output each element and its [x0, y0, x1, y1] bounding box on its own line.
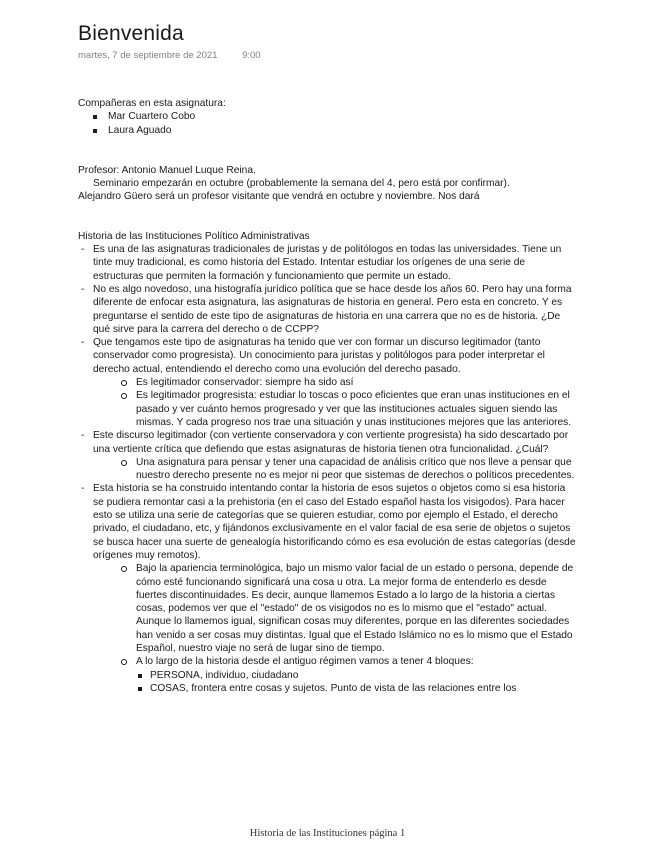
page-footer: Historia de las Instituciones página 1: [249, 828, 406, 839]
companions-heading: Compañeras en esta asignatura:: [78, 98, 226, 109]
sub-list-item: Una asignatura para pensar y tener una capacidad de análisis crítico que nos lleve a pensar que nuestro derecho presente no es mejor ni peor que sistemas de derechos o políticos precedentes.: [78, 456, 578, 483]
block-item: PERSONA, individuo, ciudadano: [136, 669, 578, 682]
list-item-text: - Este discurso legitimador (con vertiente conservadora y con vertiente progresista) ha sido descartado por una vertiente crítica que defiendo que estas asignaturas de historia tienen otra funcionalidad. ¿Cuál?: [93, 430, 569, 455]
list-item-text: - Esta historia se ha construido intentando contar la historia de esos sujetos o objetos como si esa historia se pudiera remontar casi a la prehistoria (en el caso del Estado español hasta los visigodos). Para hacer esto se utiliza una serie de categorías que se quieren estudiar, como por ejemplo el Estado, el derecho privado, el ciudadano, etc, y fijándonos exclusivamente en el valor facial de esa serie de objetos o sujetos se busca hacer una suerte de genealogía historificando cómo es esa evolución de estas categorías (desde orígenes muy remotos).: [93, 483, 576, 561]
list-item: Mar Cuartero Cobo: [78, 110, 578, 123]
visitor-line: Alejandro Güero será un profesor visitante que vendrá en octubre y noviembre. Nos dará: [78, 191, 480, 203]
list-item: - No es algo novedoso, una histografía jurídico política que se hace desde los años 60. Pero hay una forma diferente de enfocar esta asignatura, las asignaturas de historia en general. Pero esta en concreto. Y es preguntarse el sentido de este tipo de asignaturas de historia en una carrera que no es de historia. ¿De qué sirve para la carrera del derecho o de CCPP?: [78, 283, 578, 336]
list-item: [78, 336, 578, 429]
list-item: - Es una de las asignaturas tradicionales de juristas y de politólogos en todas las universidades. Tiene un tinte muy tradicional, es como historia del Estado. Intentar estudiar los orígenes de una serie de estructuras que permiten la formación y funcionamiento que permite un estado.: [78, 243, 578, 283]
page-title: Bienvenida: [78, 22, 184, 45]
block-item: COSAS, frontera entre cosas y sujetos. Punto de vista de las relaciones entre los: [136, 682, 578, 695]
note-body: [78, 97, 578, 695]
sub-list: [93, 456, 578, 483]
companions-list: [78, 110, 578, 137]
sub-list-item: Bajo la apariencia terminológica, bajo un mismo valor facial de un estado o persona, depende de cómo esté funcionando significará una cosa u otra. La mejor forma de entenderlo es desde fuertes discontinuidades. Es decir, aunque llamemos Estado a lo largo de la historia a ciertas cosas, podemos ver que el "estado" de os visigodos no es lo mismo que el "estado" actual. Aunque lo llamemos igual, significan cosas muy diferentes, porque en las diferentes sociedades han venido a ser cosas muy distintas. Igual que el Estado Islámico no es lo mismo que el Estado Español, nuestro viaje no será de lugar sino de tiempo.: [78, 562, 578, 655]
note-date: martes, 7 de septiembre de 2021: [78, 50, 218, 61]
sub-list-item: Es legitimador conservador: siempre ha sido así: [78, 376, 578, 389]
note-time: 9:00: [242, 50, 261, 61]
sub-list-item-text: A lo largo de la historia desde el antiguo régimen vamos a tener 4 bloques:: [136, 656, 474, 668]
sub-list-item: [78, 655, 578, 695]
course-points: [78, 243, 578, 695]
sub-list-item: Es legitimador progresista: estudiar lo toscas o poco eficientes que eran unas instituciones en el pasado y ver cuánto hemos progresado y ver que las instituciones actuales siguen siendo las mismas. Y cada progreso nos trae una situación y unas instituciones mejores que las anteriores.: [78, 389, 578, 429]
course-heading: Historia de las Instituciones Político Administrativas: [78, 230, 310, 242]
sub-list: [93, 376, 578, 429]
list-item: Laura Aguado: [78, 124, 578, 137]
sub-list: [93, 562, 578, 695]
blocks-list: [136, 669, 578, 696]
list-item: [78, 429, 578, 482]
list-item: [78, 482, 578, 695]
professor-line: Profesor: Antonio Manuel Luque Reina.: [78, 164, 256, 176]
note-timestamp: [78, 50, 261, 61]
seminar-line: Seminario empezarán en octubre (probablemente la semana del 4, pero está por confirmar).: [93, 178, 510, 190]
list-item-text: - Que tengamos este tipo de asignaturas ha tenido que ver con formar un discurso legitimador (tanto conservador como progresista). Un conocimiento para juristas y politólogos para poder interpretar el derecho actual, entendiendo el derecho como una evolución del derecho pasado.: [93, 337, 545, 375]
